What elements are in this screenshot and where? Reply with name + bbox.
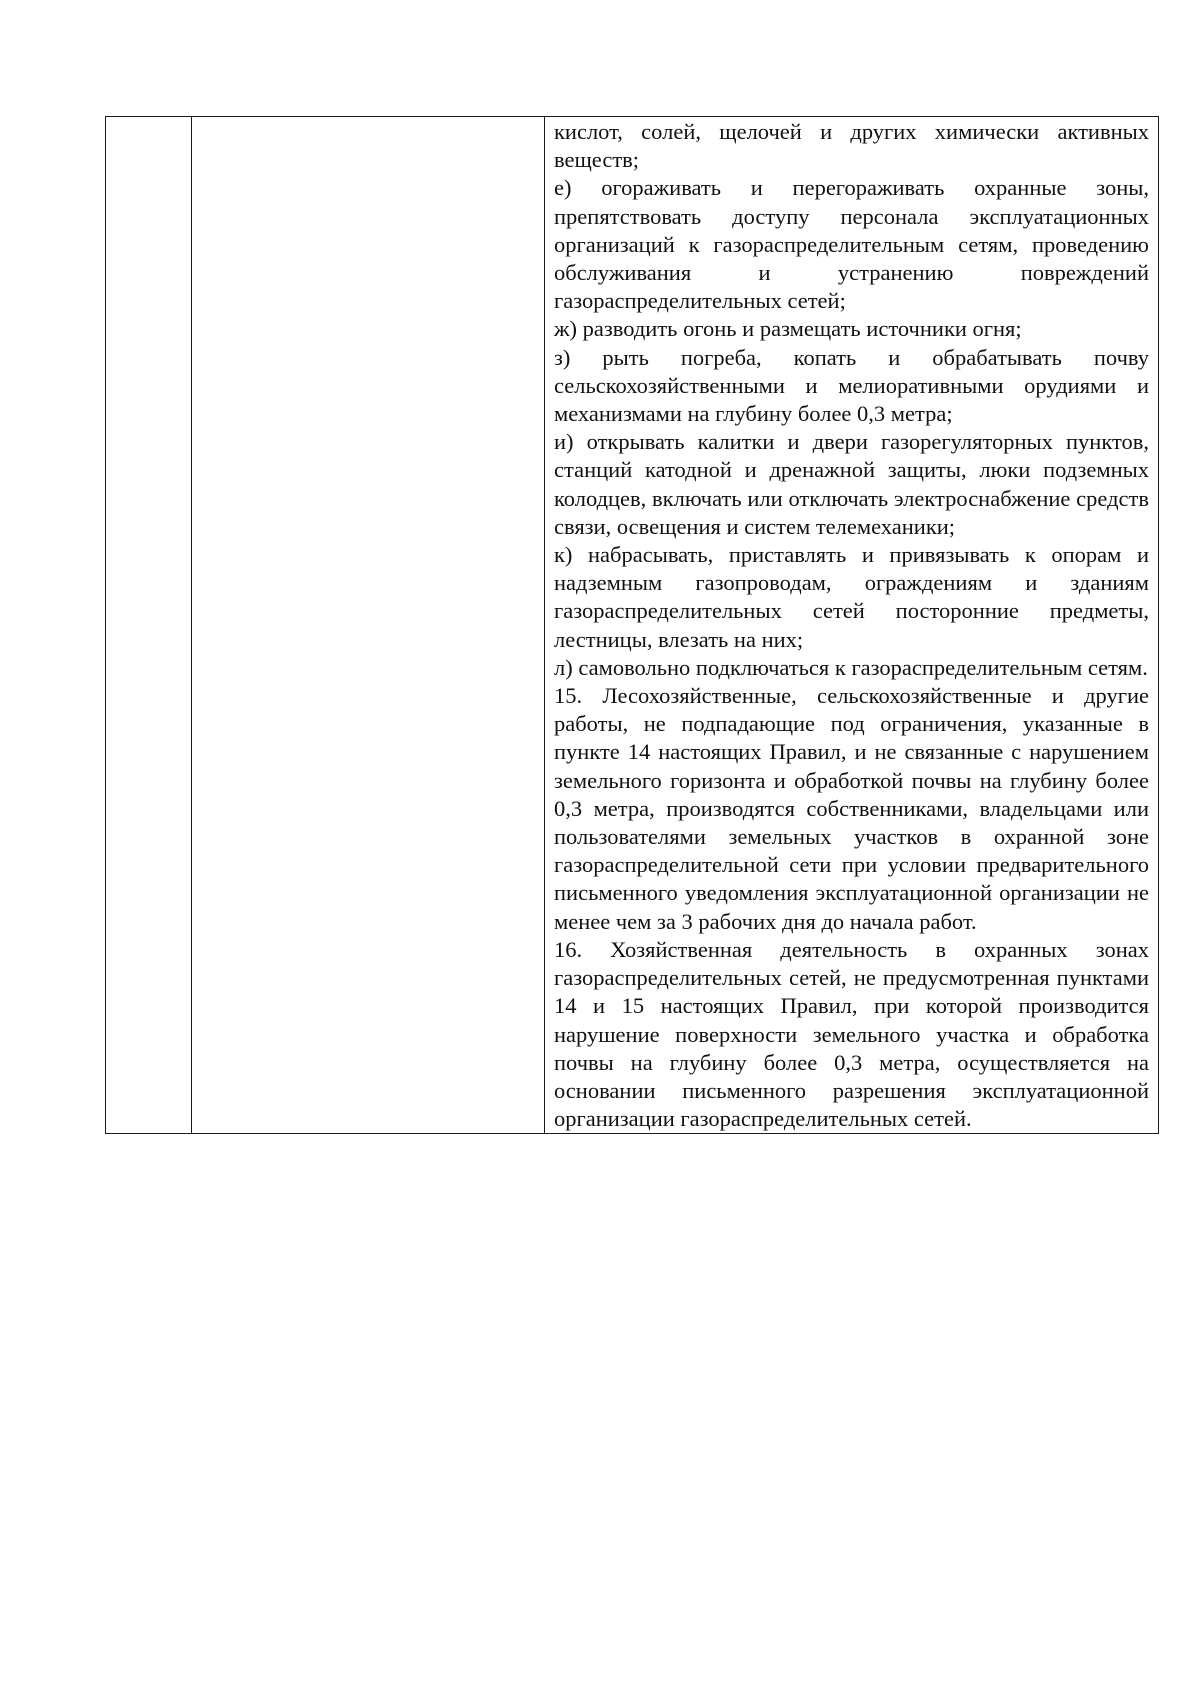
- table-cell-number: [106, 117, 192, 1134]
- paragraph: 15. Лесохозяйственные, сельскохозяйственные и другие работы, не подпадающие под ограничения, указанные в пункте 14 настоящих Правил, и не связанные с нарушением земельного горизонта и обработкой почвы на глубину более 0,3 метра, производятся собственниками, владельцами или пользователями земельных участков в охранной зоне газораспределительной сети при условии предварительного письменного уведомления эксплуатационной организации не менее чем за 3 рабочих дня до начала работ.: [554, 683, 1149, 934]
- cell-content-text: [545, 117, 1158, 1133]
- paragraph: и) открывать калитки и двери газорегуляторных пунктов, станций катодной и дренажной защиты, люки подземных колодцев, включать или отключать электроснабжение средств связи, освещения и систем телемеханики;: [554, 429, 1149, 539]
- paragraph: е) огораживать и перегораживать охранные зоны, препятствовать доступу персонала эксплуатационных организаций к газораспределительным сетям, проведению обслуживания и устранению повреждений газораспределительных сетей;: [554, 175, 1149, 314]
- table-row: [106, 117, 1159, 1134]
- cell-number-text: [106, 117, 191, 118]
- regulations-table: [105, 116, 1159, 1134]
- paragraph: к) набрасывать, приставлять и привязывать к опорам и надземным газопроводам, ограждениям и зданиям газораспределительных сетей посторонние предметы, лестницы, влезать на них;: [554, 542, 1149, 652]
- table-cell-content: [545, 117, 1159, 1134]
- paragraph: ж) разводить огонь и размещать источники огня;: [554, 316, 1022, 342]
- paragraph: кислот, солей, щелочей и других химически активных веществ;: [554, 119, 1149, 173]
- paragraph: л) самовольно подключаться к газораспределительным сетям.: [554, 654, 1148, 680]
- cell-subject-text: [192, 117, 544, 118]
- paragraph: 16. Хозяйственная деятельность в охранных зонах газораспределительных сетей, не предусмотренная пунктами 14 и 15 настоящих Правил, при которой производится нарушение поверхности земельного участка и обработка почвы на глубину более 0,3 метра, осуществляется на основании письменного разрешения эксплуатационной организации газораспределительных сетей.: [554, 936, 1149, 1132]
- paragraph: з) рыть погреба, копать и обрабатывать почву сельскохозяйственными и мелиоративными орудиями и механизмами на глубину более 0,3 метра;: [554, 344, 1149, 427]
- table-cell-subject: [192, 117, 545, 1134]
